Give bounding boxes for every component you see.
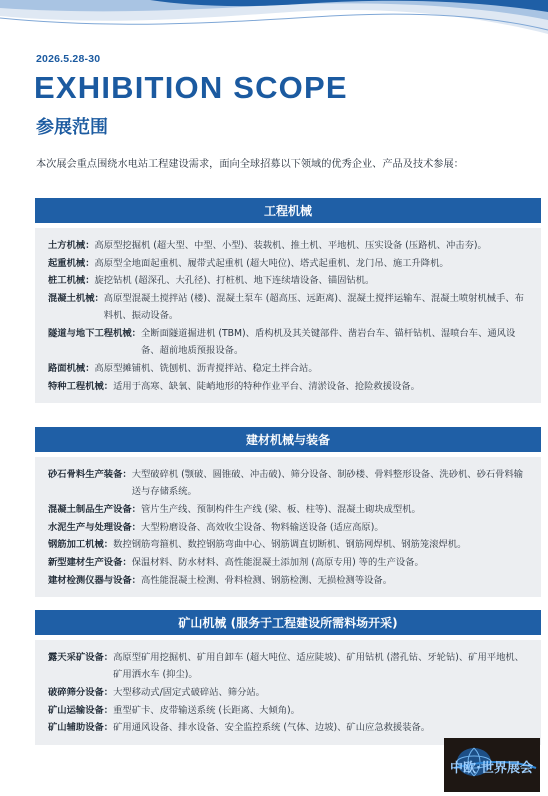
- list-item: [48, 649, 531, 683]
- list-item: [48, 466, 531, 500]
- item-category: 混凝土机械：: [48, 293, 104, 305]
- section-panel: [35, 457, 541, 597]
- item-category: 矿山运输设备：: [48, 704, 114, 716]
- section-panel: [35, 640, 541, 745]
- list-item: [48, 325, 531, 359]
- item-category: 水泥生产与处理设备：: [48, 521, 141, 533]
- item-category: 混凝土制品生产设备：: [48, 503, 141, 515]
- section-panel: [35, 228, 541, 403]
- item-desc: 保温材料、防水材料、高性能混凝土添加剂 (高原专用) 等的生产设备。: [131, 557, 424, 569]
- item-desc: 高原型摊铺机、铣刨机、沥青搅拌站、稳定土拌合站。: [94, 362, 318, 374]
- page-subtitle: 参展范围: [36, 117, 108, 138]
- globe-icon: [444, 738, 540, 792]
- list-item: [48, 378, 531, 395]
- section-building-materials-machinery: [35, 427, 541, 597]
- item-desc: 高原型全地面起重机、履带式起重机 (超大吨位)、塔式起重机、龙门吊、施工升降机。: [94, 257, 449, 269]
- list-item: [48, 360, 531, 377]
- section-construction-machinery: [35, 198, 541, 403]
- item-category: 矿山辅助设备：: [48, 722, 114, 734]
- section-mining-machinery: [35, 610, 541, 745]
- watermark-logo: [444, 738, 540, 792]
- list-item: [48, 272, 531, 289]
- item-desc: 高原型混凝土搅拌站 (楼)、混凝土泵车 (超高压、远距离)、混凝土搅拌运输车、混凝土喷射机械手、布料机、振动设备。: [103, 293, 524, 322]
- item-category: 露天采矿设备：: [48, 652, 114, 663]
- list-item: [48, 554, 531, 571]
- item-desc: 全断面隧道掘进机 (TBM)、盾构机及其关键部件、凿岩台车、锚杆钻机、湿喷台车、通风设备、超前地质预报设备。: [140, 328, 516, 357]
- intro-text: 本次展会重点围绕水电站工程建设需求，面向全球招募以下领域的优秀企业、产品及技术参展：: [36, 159, 464, 170]
- logo-text: 中欧·世界展会: [450, 761, 533, 776]
- section-header: 建材机械与装备: [35, 427, 541, 452]
- item-category: 建材检测仪器与设备：: [48, 574, 141, 586]
- list-item: [48, 237, 531, 254]
- item-desc: 高原型挖掘机 (超大型、中型、小型)、装载机、推土机、平地机、压实设备 (压路机、冲击夯)。: [94, 240, 487, 251]
- list-item: [48, 290, 531, 324]
- item-category: 隧道与地下工程机械：: [48, 328, 141, 340]
- item-desc: 大型移动式/固定式破碎站、筛分站。: [113, 686, 265, 698]
- item-category: 钢筋加工机械：: [48, 539, 114, 551]
- section-header: 工程机械: [35, 198, 541, 223]
- list-item: [48, 684, 531, 701]
- item-desc: 矿用通风设备、排水设备、安全监控系统 (气体、边坡)、矿山应急救援装备。: [113, 722, 431, 734]
- list-item: [48, 501, 531, 518]
- list-item: [48, 255, 531, 272]
- item-category: 起重机械：: [48, 257, 95, 269]
- section-header: 矿山机械 (服务于工程建设所需料场开采): [35, 610, 541, 635]
- item-category: 新型建材生产设备：: [48, 557, 132, 569]
- item-desc: 高原型矿用挖掘机、矿用自卸车 (超大吨位、适应陡坡)、矿用钻机 (潜孔钻、牙轮钻)、矿用平地机、矿用洒水车 (抑尘)。: [113, 652, 524, 681]
- list-item: [48, 572, 531, 589]
- item-desc: 管片生产线、预制构件生产线 (梁、板、柱等)、混凝土砌块成型机。: [140, 503, 421, 515]
- item-desc: 旋挖钻机 (超深孔、大孔径)、打桩机、地下连续墙设备、锚固钻机。: [94, 275, 375, 287]
- list-item: [48, 519, 531, 536]
- item-desc: 适用于高寒、缺氧、陡峭地形的特种作业平台、清淤设备、抢险救援设备。: [113, 380, 420, 392]
- item-category: 砂石骨料生产装备：: [48, 469, 132, 480]
- list-item: [48, 719, 531, 736]
- item-category: 破碎筛分设备：: [48, 686, 114, 698]
- item-category: 桩工机械：: [48, 275, 95, 287]
- page-title: EXHIBITION SCOPE: [34, 70, 348, 105]
- header-wave-decoration: [0, 0, 548, 60]
- exhibition-date: 2026.5.28-30: [36, 53, 101, 65]
- item-category: 路面机械：: [48, 362, 95, 374]
- item-category: 土方机械：: [48, 240, 95, 251]
- list-item: [48, 536, 531, 553]
- item-desc: 数控钢筋弯箍机、数控钢筋弯曲中心、钢筋调直切断机、钢筋网焊机、钢筋笼滚焊机。: [113, 539, 467, 551]
- item-category: 特种工程机械：: [48, 380, 114, 392]
- item-desc: 大型破碎机 (颚破、圆锥破、冲击破)、筛分设备、制砂楼、骨料整形设备、洗砂机、砂石骨料输送与存储系统。: [131, 469, 524, 498]
- item-desc: 重型矿卡、皮带输送系统 (长距离、大倾角)。: [113, 704, 300, 716]
- item-desc: 高性能混凝土检测、骨料检测、钢筋检测、无损检测等设备。: [140, 574, 393, 586]
- item-desc: 大型粉磨设备、高效收尘设备、物料输送设备 (适应高原)。: [140, 521, 384, 533]
- list-item: [48, 702, 531, 719]
